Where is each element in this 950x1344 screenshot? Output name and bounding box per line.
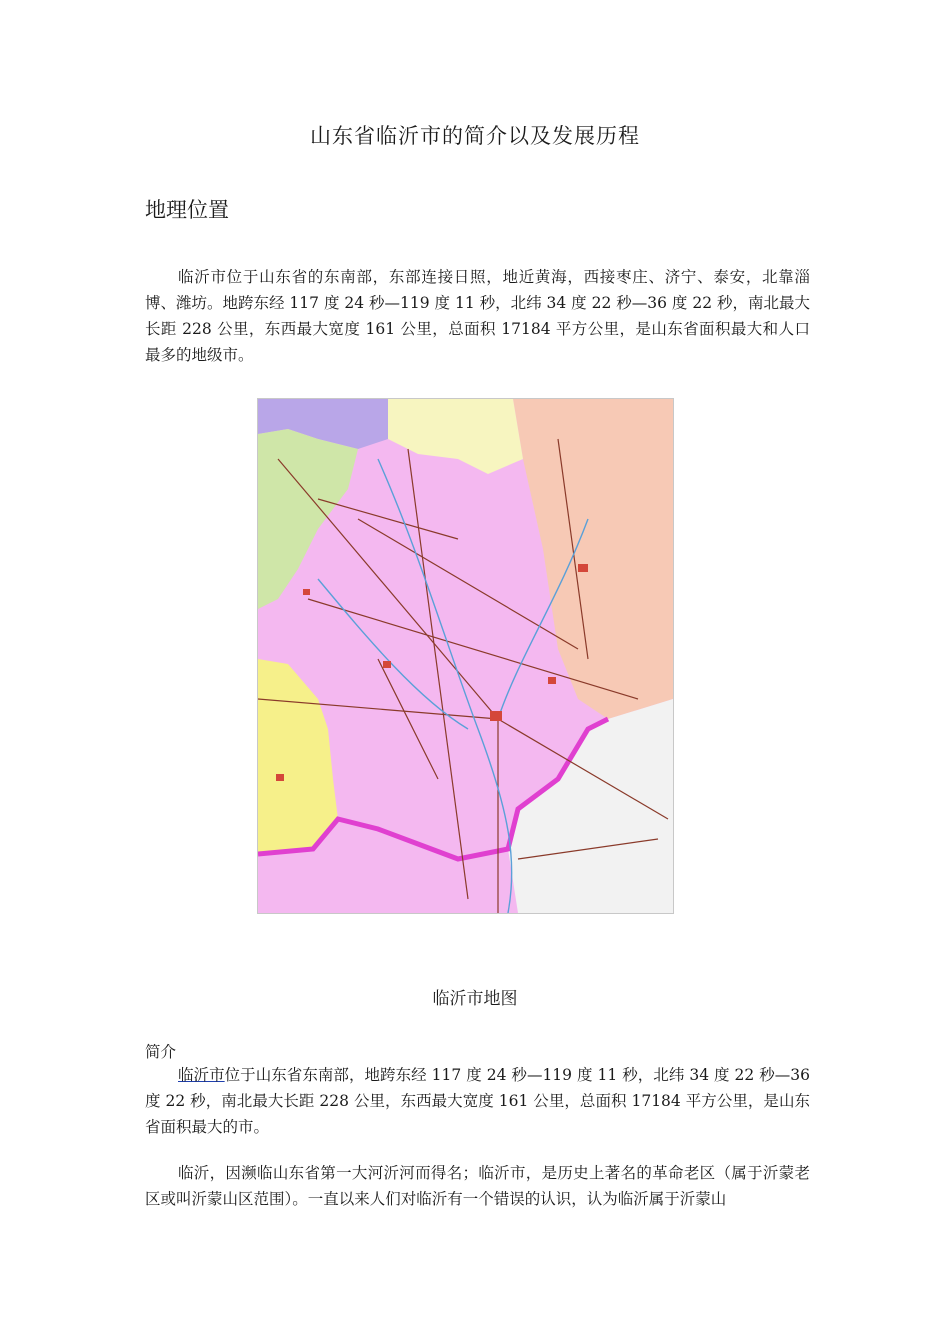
section-heading-geography: 地理位置 xyxy=(145,198,229,222)
paragraph-location: 临沂市位于山东省的东南部，东部连接日照，地近黄海，西接枣庄、济宁、泰安，北靠淄博、潍坊。地跨东经 117 度 24 秒—119 度 11 秒，北纬 34 度 22 秒—36 度 22 秒，南北最大长距 228 公里，东西最大宽度 161 公里，总面积 17184 平方公里，是山东省面积最大和人口最多的地级市。 xyxy=(145,268,810,364)
paragraph-history: 临沂，因濒临山东省第一大河沂河而得名；临沂市，是历史上著名的革命老区（属于沂蒙老区或叫沂蒙山区范围）。一直以来人们对临沂有一个错误的认识，认为临沂属于沂蒙山 xyxy=(145,1164,810,1208)
map-graphic xyxy=(258,399,673,913)
section-heading-intro: 简介 xyxy=(145,1043,177,1061)
document-title: 山东省临沂市的简介以及发展历程 xyxy=(310,124,640,148)
paragraph-intro xyxy=(145,1062,810,1140)
linyi-map-image xyxy=(257,398,674,914)
linyi-city-link[interactable]: 临沂市 xyxy=(178,1066,225,1084)
paragraph-intro-text: 位于山东省东南部，地跨东经 117 度 24 秒—119 度 11 秒，北纬 34 度 22 秒—36 度 22 秒，南北最大长距 228 公里，东西最大宽度 161 公里，总面积 17184 平方公里，是山东省面积最大的市。 xyxy=(145,1066,810,1136)
map-caption: 临沂市地图 xyxy=(432,989,518,1009)
